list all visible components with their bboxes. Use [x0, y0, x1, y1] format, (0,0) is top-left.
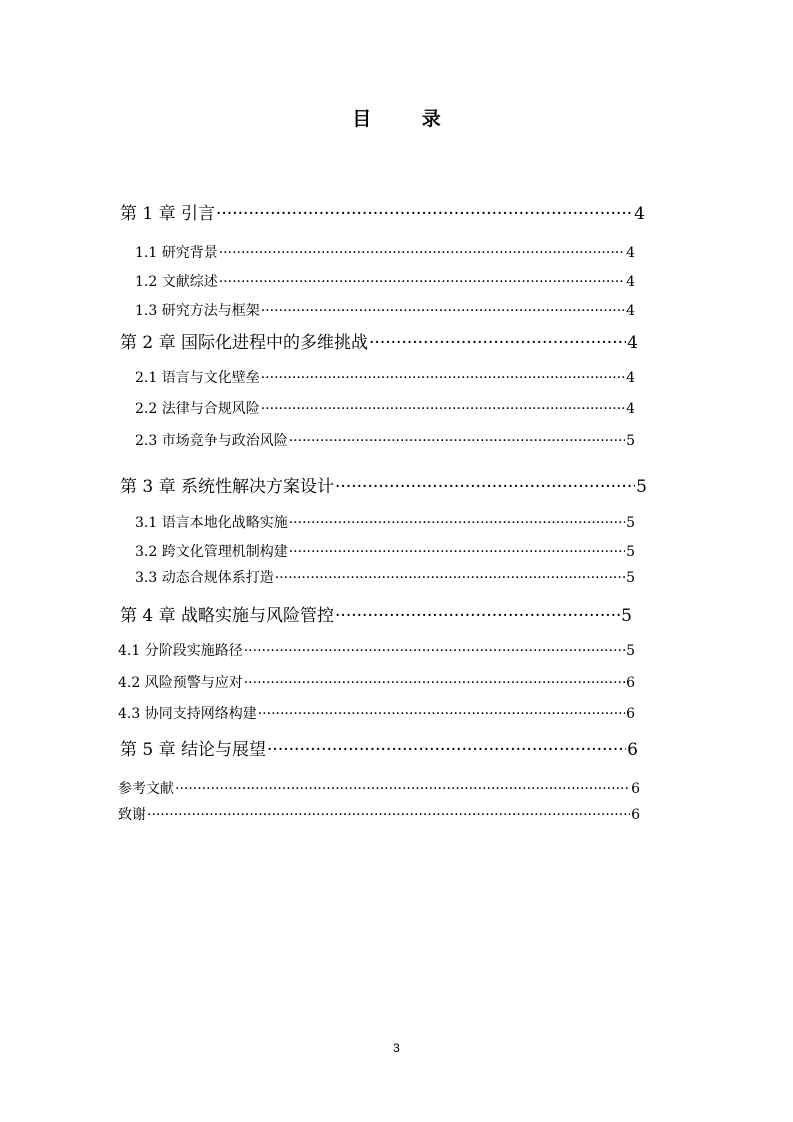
toc-page-number: 5 — [626, 515, 635, 531]
toc-entry-section-1-2[interactable] — [135, 271, 635, 291]
toc-entry-section-3-1[interactable] — [135, 512, 635, 532]
dot-leader — [369, 333, 626, 353]
toc-entry-section-2-2[interactable] — [135, 398, 635, 418]
page-number-footer: 3 — [393, 1041, 400, 1055]
dot-leader — [261, 401, 625, 417]
toc-entry-chapter-1[interactable] — [120, 199, 645, 224]
toc-entry-section-4-2[interactable] — [118, 672, 635, 692]
toc-entry-label: 致谢 — [118, 807, 146, 823]
toc-page-number: 6 — [631, 807, 640, 823]
dot-leader — [244, 675, 625, 691]
toc-entry-chapter-2[interactable] — [120, 328, 638, 353]
toc-entry-label: 1.3 研究方法与框架 — [135, 303, 260, 319]
toc-page-number: 5 — [621, 606, 632, 626]
toc-entry-section-1-1[interactable] — [135, 242, 635, 262]
toc-entry-label: 3.3 动态合规体系打造 — [135, 570, 274, 586]
dot-leader — [335, 477, 635, 497]
toc-entry-label: 4.2 风险预警与应对 — [118, 675, 243, 691]
toc-page-number: 5 — [626, 570, 635, 586]
toc-page-number: 4 — [626, 401, 635, 417]
toc-entry-label: 第 3 章 系统性解决方案设计 — [120, 477, 335, 497]
toc-page-number: 4 — [627, 333, 638, 353]
dot-leader — [335, 606, 620, 626]
toc-entry-label: 2.2 法律与合规风险 — [135, 401, 260, 417]
toc-entry-label: 第 1 章 引言 — [120, 204, 216, 224]
toc-entry-section-2-3[interactable] — [135, 430, 635, 450]
toc-entry-chapter-4[interactable] — [120, 601, 632, 626]
dot-leader — [258, 706, 625, 722]
toc-title: 目 录 — [352, 108, 463, 130]
dot-leader — [244, 643, 625, 659]
dot-leader — [289, 544, 625, 560]
toc-entry-chapter-5[interactable] — [120, 735, 638, 760]
dot-leader — [216, 204, 633, 224]
toc-entry-chapter-3[interactable] — [120, 472, 647, 497]
toc-entry-label: 2.1 语言与文化壁垒 — [135, 370, 260, 386]
toc-entry-label: 4.3 协同支持网络构建 — [118, 706, 257, 722]
toc-page-number: 4 — [626, 370, 635, 386]
toc-entry-label: 3.2 跨文化管理机制构建 — [135, 544, 288, 560]
toc-entry-label: 第 4 章 战略实施与风险管控 — [120, 606, 335, 626]
toc-entry-section-4-3[interactable] — [118, 703, 635, 723]
dot-leader — [267, 740, 626, 760]
toc-entry-section-3-2[interactable] — [135, 541, 635, 561]
toc-page-number: 5 — [626, 544, 635, 560]
toc-page-number: 4 — [626, 274, 635, 290]
dot-leader — [289, 515, 625, 531]
toc-entry-section-1-3[interactable] — [135, 300, 635, 320]
toc-page-number: 5 — [636, 477, 647, 497]
toc-page-number: 4 — [634, 204, 645, 224]
toc-entry-section-4-1[interactable] — [118, 640, 635, 660]
toc-entry-label: 3.1 语言本地化战略实施 — [135, 515, 288, 531]
toc-entry-label: 第 5 章 结论与展望 — [120, 740, 267, 760]
toc-entry-section-2-1[interactable] — [135, 367, 635, 387]
toc-page-number: 5 — [626, 643, 635, 659]
dot-leader — [219, 245, 625, 261]
toc-page-number: 4 — [626, 245, 635, 261]
toc-page-number: 6 — [631, 781, 640, 797]
toc-entry-references[interactable] — [118, 778, 640, 798]
toc-entry-label: 2.3 市场竞争与政治风险 — [135, 433, 288, 449]
toc-page-number: 6 — [627, 740, 638, 760]
dot-leader — [261, 370, 625, 386]
toc-entry-acknowledgements[interactable] — [118, 804, 640, 824]
toc-page-number: 5 — [626, 433, 635, 449]
toc-page-number: 6 — [626, 706, 635, 722]
toc-entry-label: 1.1 研究背景 — [135, 245, 218, 261]
toc-entry-label: 第 2 章 国际化进程中的多维挑战 — [120, 333, 369, 353]
toc-page-number: 6 — [626, 675, 635, 691]
toc-entry-label: 1.2 文献综述 — [135, 274, 218, 290]
dot-leader — [219, 274, 625, 290]
toc-page-number: 4 — [626, 303, 635, 319]
dot-leader — [261, 303, 625, 319]
toc-entry-section-3-3[interactable] — [135, 567, 635, 587]
dot-leader — [275, 570, 625, 586]
dot-leader — [289, 433, 625, 449]
toc-entry-label: 4.1 分阶段实施路径 — [118, 643, 243, 659]
toc-entry-label: 参考文献 — [118, 781, 174, 797]
dot-leader — [147, 807, 630, 823]
dot-leader — [175, 781, 630, 797]
